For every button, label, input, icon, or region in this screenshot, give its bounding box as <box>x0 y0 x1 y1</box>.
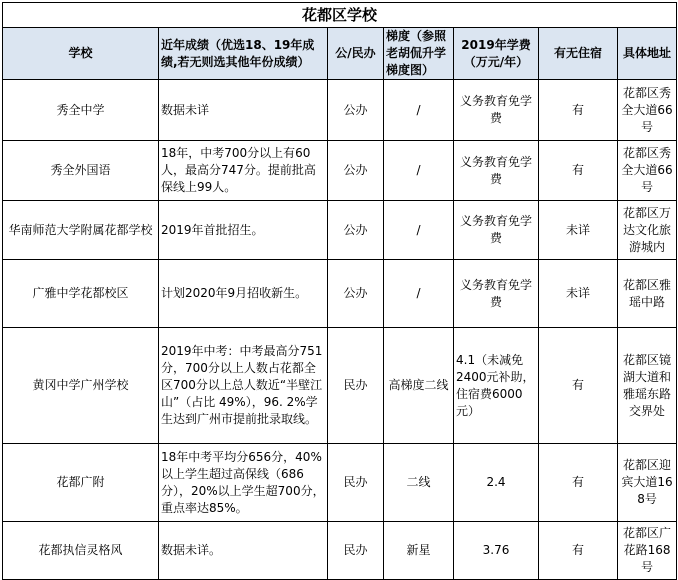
cell-school: 华南师范大学附属花都学校 <box>3 201 159 260</box>
cell-boarding: 有 <box>539 80 618 141</box>
cell-results: 18年中考平均分656分，40%以上学生超过高保线（686分），20%以上学生超700分，重点率达85%。 <box>159 444 328 522</box>
cell-tier: 二线 <box>384 444 454 522</box>
cell-fee: 义务教育免学费 <box>454 201 539 260</box>
header-tier: 梯度（参照老胡侃升学梯度图） <box>384 28 454 80</box>
cell-fee: 3.76 <box>454 522 539 580</box>
cell-address: 花都区镜湖大道和雅瑶东路交界处 <box>618 328 677 444</box>
cell-school: 秀全中学 <box>3 80 159 141</box>
table-row <box>3 522 677 580</box>
cell-fee: 2.4 <box>454 444 539 522</box>
cell-school: 广雅中学花都校区 <box>3 260 159 328</box>
header-results: 近年成绩（优选18、19年成绩,若无则选其他年份成绩） <box>159 28 328 80</box>
cell-address: 花都区广花路168号 <box>618 522 677 580</box>
table-row <box>3 141 677 201</box>
school-table <box>2 2 677 580</box>
cell-address: 花都区迎宾大道168号 <box>618 444 677 522</box>
table-row <box>3 444 677 522</box>
table-row <box>3 328 677 444</box>
table-title: 花都区学校 <box>3 3 677 28</box>
cell-type: 民办 <box>328 522 384 580</box>
cell-results: 计划2020年9月招收新生。 <box>159 260 328 328</box>
cell-results: 2019年中考：中考最高分751分，700分以上人数占花都全区700分以上总人数近“半壁江山”（占比 49%），96. 2%学生达到广州市提前批录取线。 <box>159 328 328 444</box>
cell-fee: 义务教育免学费 <box>454 141 539 201</box>
cell-boarding: 有 <box>539 141 618 201</box>
cell-boarding: 有 <box>539 444 618 522</box>
cell-address: 花都区万达文化旅游城内 <box>618 201 677 260</box>
cell-boarding: 未详 <box>539 201 618 260</box>
cell-type: 民办 <box>328 444 384 522</box>
cell-boarding: 有 <box>539 522 618 580</box>
header-school: 学校 <box>3 28 159 80</box>
cell-fee: 义务教育免学费 <box>454 80 539 141</box>
cell-results: 数据未详。 <box>159 522 328 580</box>
header-type: 公/民办 <box>328 28 384 80</box>
cell-results: 18年，中考700分以上有60人，最高分747分。提前批高保线上99人。 <box>159 141 328 201</box>
header-row <box>3 28 677 80</box>
header-fee: 2019年学费（万元/年） <box>454 28 539 80</box>
cell-fee: 4.1（未减免2400元补助，住宿费6000元） <box>454 328 539 444</box>
cell-type: 民办 <box>328 328 384 444</box>
cell-address: 花都区秀全大道66号 <box>618 80 677 141</box>
cell-boarding: 有 <box>539 328 618 444</box>
cell-school: 秀全外国语 <box>3 141 159 201</box>
cell-address: 花都区雅瑶中路 <box>618 260 677 328</box>
cell-boarding: 未详 <box>539 260 618 328</box>
cell-type: 公办 <box>328 80 384 141</box>
table-row <box>3 201 677 260</box>
cell-tier: / <box>384 201 454 260</box>
cell-school: 黄冈中学广州学校 <box>3 328 159 444</box>
cell-tier: 新星 <box>384 522 454 580</box>
cell-school: 花都执信灵格风 <box>3 522 159 580</box>
cell-results: 数据未详 <box>159 80 328 141</box>
cell-address: 花都区秀全大道66号 <box>618 141 677 201</box>
cell-tier: 高梯度二线 <box>384 328 454 444</box>
cell-type: 公办 <box>328 201 384 260</box>
cell-fee: 义务教育免学费 <box>454 260 539 328</box>
cell-type: 公办 <box>328 141 384 201</box>
cell-school: 花都广附 <box>3 444 159 522</box>
table-row <box>3 260 677 328</box>
table-row <box>3 80 677 141</box>
cell-results: 2019年首批招生。 <box>159 201 328 260</box>
header-boarding: 有无住宿 <box>539 28 618 80</box>
cell-tier: / <box>384 80 454 141</box>
cell-type: 公办 <box>328 260 384 328</box>
cell-tier: / <box>384 141 454 201</box>
header-address: 具体地址 <box>618 28 677 80</box>
cell-tier: / <box>384 260 454 328</box>
